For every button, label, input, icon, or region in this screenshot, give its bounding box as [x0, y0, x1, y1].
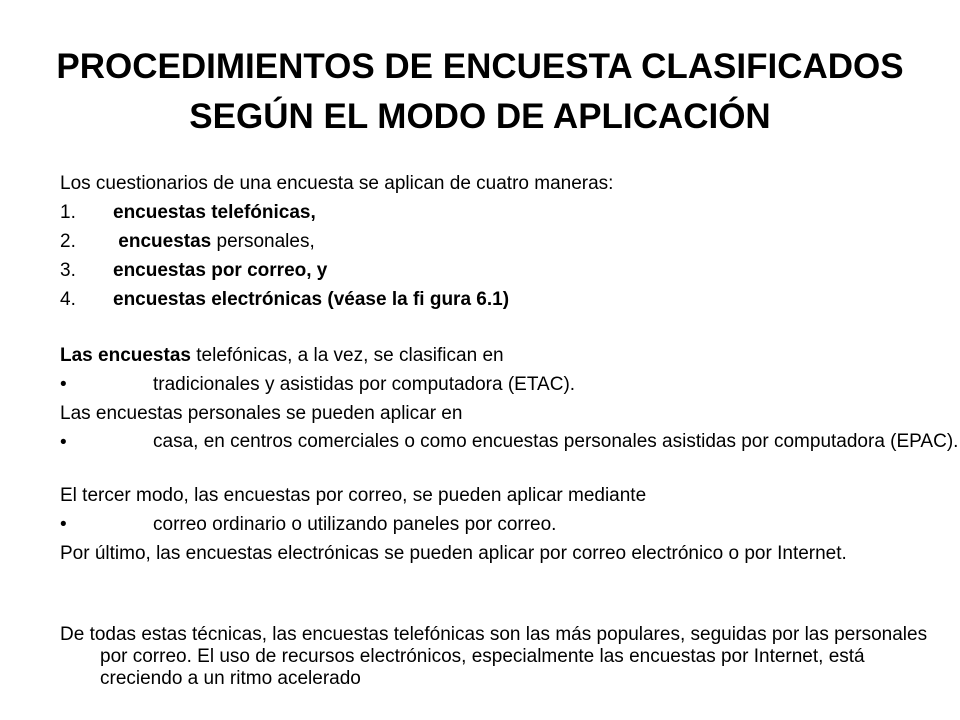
- slide-title: [40, 42, 920, 142]
- list-number: 3.: [60, 260, 76, 281]
- telephone-intro-bold: Las encuestas: [60, 345, 191, 366]
- list-item-bold: encuestas: [113, 231, 212, 252]
- list-item-2: [60, 230, 315, 254]
- list-number: 4.: [60, 289, 76, 310]
- electronic-paragraph: Por último, las encuestas electrónicas se pueden aplicar por correo electrónico o por Internet.: [60, 543, 847, 564]
- title-line-2: SEGÚN EL MODO DE APLICACIÓN: [189, 97, 771, 136]
- mail-intro: El tercer modo, las encuestas por correo, se pueden aplicar mediante: [60, 485, 647, 506]
- telephone-intro: [60, 344, 504, 368]
- list-item-bold: encuestas telefónicas,: [113, 202, 316, 223]
- bullet-text: casa, en centros comerciales o como encuestas personales asistidas por computadora (EPAC).: [153, 431, 959, 452]
- list-item-3: [60, 259, 327, 283]
- title-line-1: PROCEDIMIENTOS DE ENCUESTA CLASIFICADOS: [56, 47, 904, 86]
- bullet-icon: •: [60, 374, 67, 395]
- list-item-bold: encuestas electrónicas (véase la fi gura 6.1): [113, 289, 510, 310]
- bullet-icon: •: [60, 432, 67, 453]
- conclusion-paragraph: De todas estas técnicas, las encuestas telefónicas son las más populares, seguidas por las personales por correo. El uso de recursos electrónicos, especialmente las encuestas por Internet, está creciendo a un ritmo acelerado: [60, 624, 928, 689]
- list-item-1: [60, 201, 316, 225]
- list-number: 1.: [60, 202, 76, 223]
- list-item-text: personales,: [211, 231, 315, 252]
- personal-intro: Las encuestas personales se pueden aplicar en: [60, 403, 463, 424]
- list-item-4: [60, 288, 509, 312]
- bullet-text: tradicionales y asistidas por computadora (ETAC).: [153, 374, 576, 395]
- intro-text: Los cuestionarios de una encuesta se aplican de cuatro maneras:: [60, 173, 614, 194]
- personal-bullet: [60, 431, 959, 477]
- list-item-bold: encuestas por correo, y: [113, 260, 328, 281]
- bullet-icon: •: [60, 514, 67, 535]
- bullet-text: correo ordinario o utilizando paneles por correo.: [153, 514, 557, 535]
- list-number: 2.: [60, 231, 76, 252]
- telephone-intro-text: telefónicas, a la vez, se clasifican en: [190, 345, 504, 366]
